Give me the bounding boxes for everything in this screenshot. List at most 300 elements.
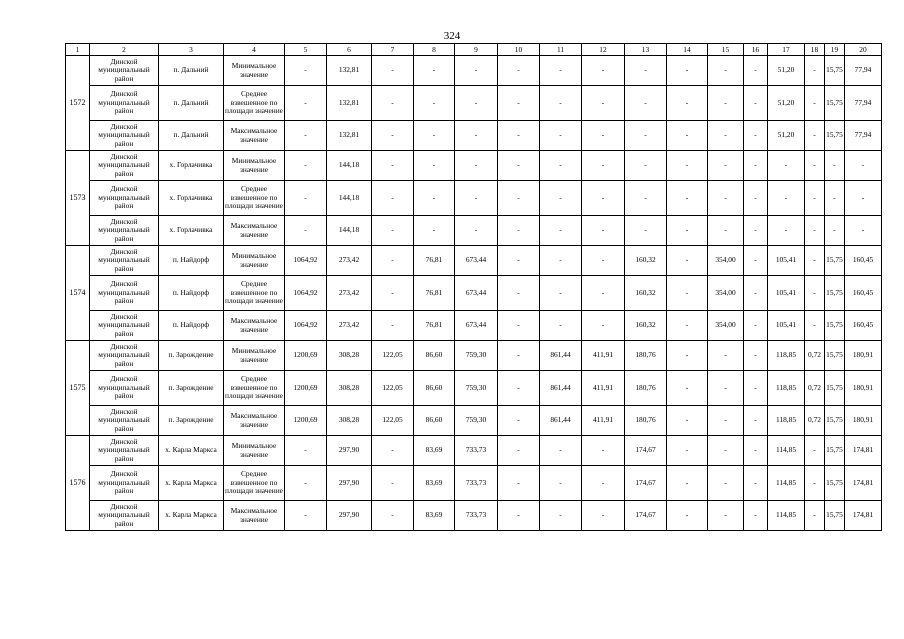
- value-cell: 180,76: [625, 406, 667, 436]
- column-header: 7: [372, 44, 414, 56]
- value-cell: -: [285, 216, 327, 246]
- settlement-cell: х. Горлачивка: [159, 181, 224, 216]
- value-type-cell: Минимальное значение: [224, 436, 285, 466]
- value-cell: -: [372, 216, 414, 246]
- value-cell: -: [498, 151, 540, 181]
- value-cell: 105,41: [768, 246, 805, 276]
- value-cell: 174,81: [845, 466, 882, 501]
- value-type-cell: Максимальное значение: [224, 216, 285, 246]
- value-cell: -: [708, 341, 744, 371]
- value-cell: -: [667, 311, 708, 341]
- table-row: [66, 406, 882, 436]
- value-cell: -: [805, 151, 825, 181]
- value-cell: 411,91: [582, 406, 625, 436]
- value-cell: 673,44: [455, 246, 498, 276]
- value-cell: -: [805, 56, 825, 86]
- settlement-cell: х. Горлачивка: [159, 151, 224, 181]
- value-cell: -: [455, 56, 498, 86]
- value-cell: -: [667, 436, 708, 466]
- value-cell: 15,75: [825, 311, 845, 341]
- value-cell: 122,05: [372, 406, 414, 436]
- value-cell: -: [540, 311, 582, 341]
- settlement-cell: п. Найдорф: [159, 311, 224, 341]
- column-header: 10: [498, 44, 540, 56]
- value-cell: -: [708, 121, 744, 151]
- value-cell: 180,91: [845, 341, 882, 371]
- value-cell: 51,20: [768, 56, 805, 86]
- value-cell: 15,75: [825, 56, 845, 86]
- settlement-cell: п. Зарождение: [159, 406, 224, 436]
- value-cell: 759,30: [455, 371, 498, 406]
- value-cell: -: [805, 121, 825, 151]
- value-cell: -: [744, 501, 768, 531]
- value-cell: -: [372, 311, 414, 341]
- value-cell: -: [372, 151, 414, 181]
- district-cell: Динской муниципальный район: [90, 341, 159, 371]
- value-cell: 273,42: [327, 246, 372, 276]
- value-cell: -: [708, 501, 744, 531]
- value-cell: -: [845, 181, 882, 216]
- value-cell: -: [498, 246, 540, 276]
- value-cell: 51,20: [768, 121, 805, 151]
- value-cell: -: [825, 151, 845, 181]
- value-cell: 15,75: [825, 466, 845, 501]
- value-cell: -: [414, 181, 455, 216]
- value-type-cell: Среднее взвешенное по площади значение: [224, 181, 285, 216]
- value-cell: 411,91: [582, 341, 625, 371]
- column-header: 1: [66, 44, 90, 56]
- value-cell: 174,67: [625, 501, 667, 531]
- value-cell: -: [498, 466, 540, 501]
- value-cell: -: [498, 501, 540, 531]
- value-cell: -: [667, 276, 708, 311]
- value-cell: 122,05: [372, 371, 414, 406]
- column-header: 4: [224, 44, 285, 56]
- value-cell: 297,90: [327, 436, 372, 466]
- value-cell: -: [582, 56, 625, 86]
- value-cell: 1200,69: [285, 341, 327, 371]
- value-cell: 180,91: [845, 406, 882, 436]
- value-type-cell: Минимальное значение: [224, 56, 285, 86]
- page-number: 324: [443, 30, 461, 42]
- value-cell: 297,90: [327, 501, 372, 531]
- value-cell: -: [708, 151, 744, 181]
- district-cell: Динской муниципальный район: [90, 216, 159, 246]
- value-cell: -: [498, 121, 540, 151]
- value-cell: 180,91: [845, 371, 882, 406]
- district-cell: Динской муниципальный район: [90, 56, 159, 86]
- settlement-cell: х. Карла Маркса: [159, 436, 224, 466]
- value-cell: 118,85: [768, 371, 805, 406]
- value-cell: -: [498, 436, 540, 466]
- value-cell: -: [540, 181, 582, 216]
- value-cell: 118,85: [768, 341, 805, 371]
- column-header: 9: [455, 44, 498, 56]
- value-cell: 105,41: [768, 311, 805, 341]
- settlement-cell: х. Горлачивка: [159, 216, 224, 246]
- value-cell: 86,60: [414, 341, 455, 371]
- value-cell: -: [625, 56, 667, 86]
- column-header: 16: [744, 44, 768, 56]
- table-row: [66, 466, 882, 501]
- value-cell: -: [667, 56, 708, 86]
- value-type-cell: Минимальное значение: [224, 341, 285, 371]
- value-cell: 15,75: [825, 406, 845, 436]
- value-cell: 180,76: [625, 341, 667, 371]
- value-cell: -: [667, 151, 708, 181]
- value-cell: 1200,69: [285, 371, 327, 406]
- value-cell: -: [540, 466, 582, 501]
- value-cell: 308,28: [327, 371, 372, 406]
- value-cell: -: [744, 436, 768, 466]
- settlement-cell: х. Карла Маркса: [159, 466, 224, 501]
- settlement-cell: п. Найдорф: [159, 246, 224, 276]
- value-cell: -: [805, 181, 825, 216]
- value-cell: -: [414, 56, 455, 86]
- value-cell: 144,18: [327, 181, 372, 216]
- value-cell: -: [582, 501, 625, 531]
- value-cell: -: [667, 501, 708, 531]
- district-cell: Динской муниципальный район: [90, 466, 159, 501]
- value-cell: 160,45: [845, 311, 882, 341]
- value-cell: -: [582, 151, 625, 181]
- value-cell: 132,81: [327, 56, 372, 86]
- value-cell: -: [625, 86, 667, 121]
- data-table: [65, 43, 882, 531]
- value-cell: 160,32: [625, 246, 667, 276]
- value-cell: 354,00: [708, 276, 744, 311]
- value-cell: -: [582, 121, 625, 151]
- value-type-cell: Среднее взвешенное по площади значение: [224, 466, 285, 501]
- value-cell: -: [582, 86, 625, 121]
- column-header: 11: [540, 44, 582, 56]
- value-cell: -: [744, 311, 768, 341]
- value-cell: -: [845, 151, 882, 181]
- value-cell: -: [498, 181, 540, 216]
- value-cell: -: [540, 121, 582, 151]
- value-cell: 83,69: [414, 466, 455, 501]
- value-type-cell: Минимальное значение: [224, 151, 285, 181]
- value-cell: -: [372, 181, 414, 216]
- value-cell: -: [285, 436, 327, 466]
- value-cell: -: [708, 406, 744, 436]
- value-cell: 160,32: [625, 276, 667, 311]
- value-cell: -: [744, 276, 768, 311]
- value-cell: -: [540, 151, 582, 181]
- value-cell: -: [744, 56, 768, 86]
- value-cell: -: [708, 371, 744, 406]
- value-cell: 354,00: [708, 311, 744, 341]
- value-cell: -: [285, 121, 327, 151]
- district-cell: Динской муниципальный район: [90, 311, 159, 341]
- value-cell: 733,73: [455, 501, 498, 531]
- value-type-cell: Максимальное значение: [224, 501, 285, 531]
- value-cell: 861,44: [540, 406, 582, 436]
- value-cell: -: [372, 276, 414, 311]
- value-cell: -: [805, 86, 825, 121]
- value-cell: -: [625, 216, 667, 246]
- column-header: 15: [708, 44, 744, 56]
- value-cell: -: [455, 121, 498, 151]
- value-cell: 114,85: [768, 466, 805, 501]
- value-cell: -: [498, 341, 540, 371]
- value-cell: 118,85: [768, 406, 805, 436]
- value-cell: -: [805, 436, 825, 466]
- value-cell: -: [768, 181, 805, 216]
- column-header: 2: [90, 44, 159, 56]
- value-cell: -: [498, 311, 540, 341]
- value-cell: -: [708, 466, 744, 501]
- value-cell: -: [540, 436, 582, 466]
- value-cell: -: [845, 216, 882, 246]
- value-cell: -: [744, 406, 768, 436]
- value-cell: -: [805, 466, 825, 501]
- district-cell: Динской муниципальный район: [90, 406, 159, 436]
- value-cell: 308,28: [327, 406, 372, 436]
- value-cell: -: [455, 216, 498, 246]
- value-cell: 15,75: [825, 341, 845, 371]
- settlement-cell: х. Карла Маркса: [159, 501, 224, 531]
- value-cell: -: [768, 216, 805, 246]
- value-cell: 0,72: [805, 341, 825, 371]
- value-cell: 77,94: [845, 121, 882, 151]
- column-header: 6: [327, 44, 372, 56]
- value-cell: -: [744, 371, 768, 406]
- value-cell: -: [582, 276, 625, 311]
- table-row: [66, 86, 882, 121]
- value-cell: 733,73: [455, 436, 498, 466]
- value-cell: -: [667, 246, 708, 276]
- value-cell: -: [372, 436, 414, 466]
- settlement-cell: п. Дальний: [159, 121, 224, 151]
- value-cell: -: [744, 341, 768, 371]
- value-cell: -: [285, 501, 327, 531]
- value-cell: 354,00: [708, 246, 744, 276]
- table-row: [66, 311, 882, 341]
- value-cell: -: [667, 466, 708, 501]
- value-cell: -: [372, 466, 414, 501]
- table-row: [66, 246, 882, 276]
- value-cell: -: [540, 56, 582, 86]
- value-cell: -: [667, 86, 708, 121]
- value-cell: 160,45: [845, 276, 882, 311]
- column-header: 18: [805, 44, 825, 56]
- value-cell: -: [744, 121, 768, 151]
- value-cell: 733,73: [455, 466, 498, 501]
- value-cell: -: [285, 181, 327, 216]
- value-cell: 15,75: [825, 371, 845, 406]
- value-cell: 273,42: [327, 276, 372, 311]
- value-cell: -: [498, 276, 540, 311]
- district-cell: Динской муниципальный район: [90, 501, 159, 531]
- value-cell: 160,45: [845, 246, 882, 276]
- value-cell: 1200,69: [285, 406, 327, 436]
- value-cell: -: [455, 181, 498, 216]
- value-cell: 105,41: [768, 276, 805, 311]
- settlement-cell: п. Дальний: [159, 56, 224, 86]
- table-row: [66, 56, 882, 86]
- value-cell: 144,18: [327, 216, 372, 246]
- value-cell: 15,75: [825, 276, 845, 311]
- value-cell: -: [708, 181, 744, 216]
- value-cell: -: [744, 181, 768, 216]
- district-cell: Динской муниципальный район: [90, 246, 159, 276]
- value-cell: 297,90: [327, 466, 372, 501]
- value-cell: -: [744, 86, 768, 121]
- value-cell: 76,81: [414, 276, 455, 311]
- district-cell: Динской муниципальный район: [90, 436, 159, 466]
- value-type-cell: Максимальное значение: [224, 121, 285, 151]
- value-cell: 759,30: [455, 341, 498, 371]
- district-cell: Динской муниципальный район: [90, 181, 159, 216]
- value-cell: 861,44: [540, 341, 582, 371]
- value-cell: -: [667, 216, 708, 246]
- district-cell: Динской муниципальный район: [90, 86, 159, 121]
- value-cell: -: [540, 501, 582, 531]
- table-row: [66, 371, 882, 406]
- column-header: 5: [285, 44, 327, 56]
- value-cell: -: [372, 501, 414, 531]
- value-cell: 673,44: [455, 311, 498, 341]
- settlement-cell: п. Найдорф: [159, 276, 224, 311]
- value-cell: 0,72: [805, 406, 825, 436]
- value-cell: -: [825, 181, 845, 216]
- value-cell: -: [498, 371, 540, 406]
- column-header: 14: [667, 44, 708, 56]
- value-cell: -: [540, 246, 582, 276]
- table-row: [66, 151, 882, 181]
- table-row: [66, 501, 882, 531]
- value-cell: -: [744, 151, 768, 181]
- value-cell: -: [708, 216, 744, 246]
- district-cell: Динской муниципальный район: [90, 151, 159, 181]
- value-cell: 77,94: [845, 86, 882, 121]
- value-cell: 86,60: [414, 406, 455, 436]
- value-cell: -: [372, 121, 414, 151]
- header-row: [66, 44, 882, 56]
- value-cell: -: [498, 406, 540, 436]
- value-cell: -: [414, 121, 455, 151]
- value-cell: -: [372, 56, 414, 86]
- table-row: [66, 341, 882, 371]
- value-cell: 132,81: [327, 86, 372, 121]
- value-cell: 0,72: [805, 371, 825, 406]
- value-cell: 76,81: [414, 311, 455, 341]
- value-cell: 122,05: [372, 341, 414, 371]
- column-header: 12: [582, 44, 625, 56]
- value-cell: 15,75: [825, 121, 845, 151]
- value-cell: 15,75: [825, 501, 845, 531]
- column-header: 20: [845, 44, 882, 56]
- column-header: 8: [414, 44, 455, 56]
- value-cell: 174,81: [845, 501, 882, 531]
- column-header: 19: [825, 44, 845, 56]
- value-cell: 174,81: [845, 436, 882, 466]
- value-type-cell: Максимальное значение: [224, 311, 285, 341]
- value-cell: -: [582, 311, 625, 341]
- table-row: [66, 276, 882, 311]
- value-cell: -: [805, 216, 825, 246]
- value-cell: -: [455, 86, 498, 121]
- table-row: [66, 216, 882, 246]
- value-cell: 308,28: [327, 341, 372, 371]
- table-row: [66, 121, 882, 151]
- value-cell: 180,76: [625, 371, 667, 406]
- district-cell: Динской муниципальный район: [90, 121, 159, 151]
- value-cell: 15,75: [825, 246, 845, 276]
- settlement-cell: п. Дальний: [159, 86, 224, 121]
- value-cell: -: [285, 86, 327, 121]
- value-cell: 83,69: [414, 436, 455, 466]
- value-cell: 83,69: [414, 501, 455, 531]
- value-cell: -: [540, 86, 582, 121]
- row-id-cell: 1573: [66, 151, 90, 246]
- value-cell: -: [667, 406, 708, 436]
- value-type-cell: Минимальное значение: [224, 246, 285, 276]
- value-cell: 861,44: [540, 371, 582, 406]
- value-cell: -: [582, 181, 625, 216]
- value-cell: -: [708, 56, 744, 86]
- row-id-cell: 1576: [66, 436, 90, 531]
- value-cell: -: [708, 436, 744, 466]
- district-cell: Динской муниципальный район: [90, 276, 159, 311]
- value-type-cell: Среднее взвешенное по площади значение: [224, 371, 285, 406]
- value-cell: 86,60: [414, 371, 455, 406]
- value-cell: -: [414, 216, 455, 246]
- value-type-cell: Максимальное значение: [224, 406, 285, 436]
- value-cell: -: [825, 216, 845, 246]
- value-cell: 77,94: [845, 56, 882, 86]
- value-cell: 160,32: [625, 311, 667, 341]
- value-cell: -: [625, 121, 667, 151]
- table-body: [66, 56, 882, 531]
- value-cell: 1064,92: [285, 246, 327, 276]
- district-cell: Динской муниципальный район: [90, 371, 159, 406]
- value-cell: 51,20: [768, 86, 805, 121]
- value-cell: 1064,92: [285, 276, 327, 311]
- row-id-cell: 1575: [66, 341, 90, 436]
- value-cell: -: [744, 216, 768, 246]
- value-cell: -: [805, 276, 825, 311]
- value-cell: -: [414, 151, 455, 181]
- value-cell: -: [582, 246, 625, 276]
- value-cell: 15,75: [825, 436, 845, 466]
- value-cell: -: [285, 56, 327, 86]
- value-cell: -: [372, 246, 414, 276]
- value-type-cell: Среднее взвешенное по площади значение: [224, 86, 285, 121]
- value-cell: -: [667, 121, 708, 151]
- value-type-cell: Среднее взвешенное по площади значение: [224, 276, 285, 311]
- value-cell: 144,18: [327, 151, 372, 181]
- value-cell: -: [805, 311, 825, 341]
- table-row: [66, 181, 882, 216]
- value-cell: -: [582, 436, 625, 466]
- value-cell: -: [540, 276, 582, 311]
- column-header: 13: [625, 44, 667, 56]
- value-cell: -: [667, 371, 708, 406]
- table-header: [66, 44, 882, 56]
- value-cell: -: [744, 246, 768, 276]
- row-id-cell: 1572: [66, 56, 90, 151]
- value-cell: -: [625, 151, 667, 181]
- column-header: 17: [768, 44, 805, 56]
- column-header: 3: [159, 44, 224, 56]
- value-cell: -: [708, 86, 744, 121]
- value-cell: 174,67: [625, 436, 667, 466]
- value-cell: -: [414, 86, 455, 121]
- value-cell: -: [582, 216, 625, 246]
- value-cell: -: [498, 56, 540, 86]
